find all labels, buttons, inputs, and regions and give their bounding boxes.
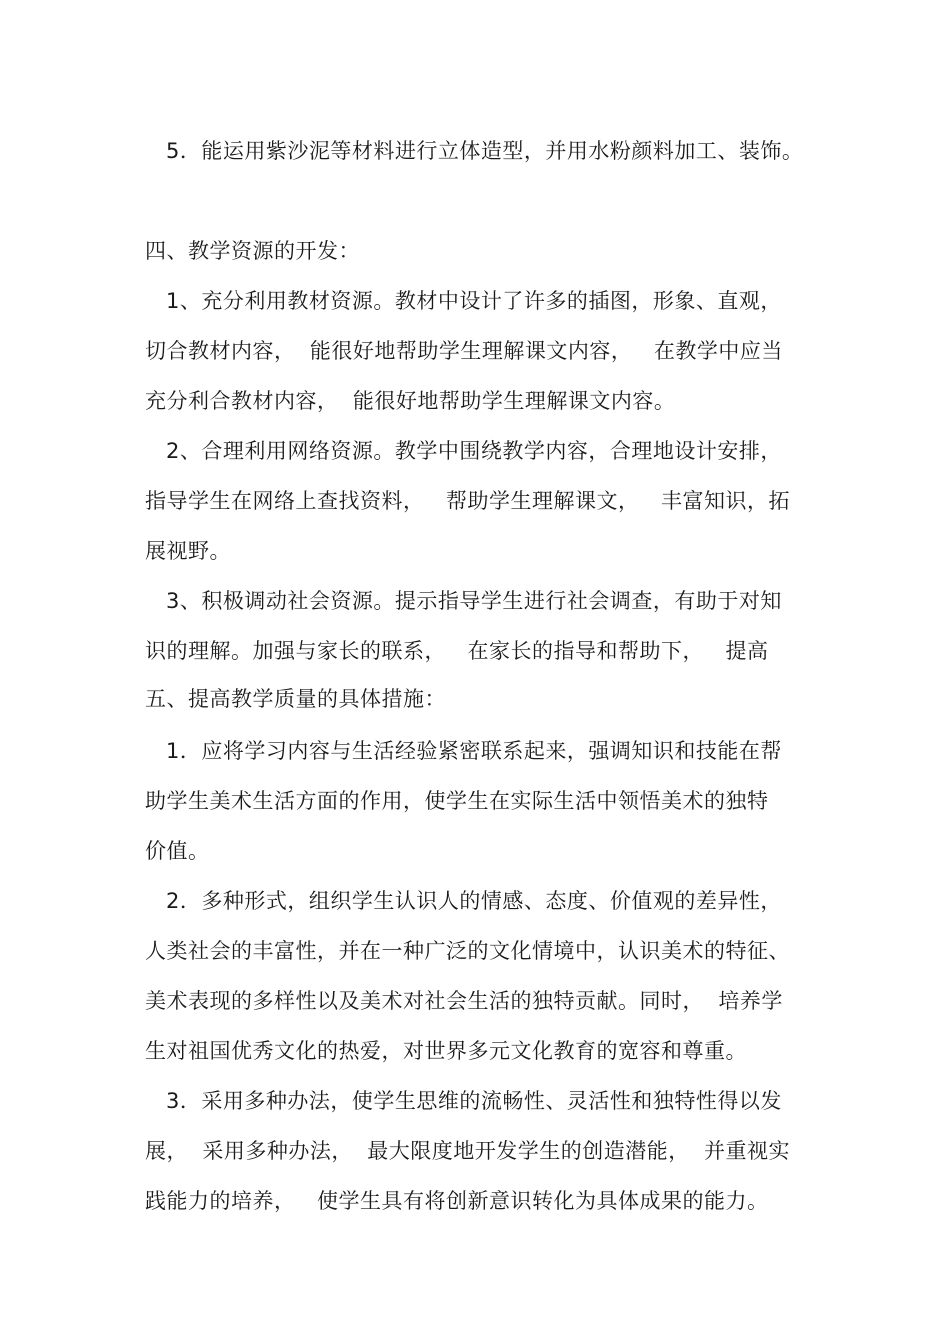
text-line: 指导学生在网络上查找资料， 帮助学生理解课文， 丰富知识，拓 xyxy=(145,489,791,513)
section-heading: 四、教学资源的开发： xyxy=(145,239,360,263)
text-line: 1．应将学习内容与生活经验紧密联系起来，强调知识和技能在帮 xyxy=(166,739,782,763)
text-line: 2．多种形式，组织学生认识人的情感、态度、价值观的差异性， xyxy=(166,889,782,913)
text-line: 3、积极调动社会资源。提示指导学生进行社会调查，有助于对知 xyxy=(166,589,782,613)
text-line: 生对祖国优秀文化的热爱，对世界多元文化教育的宽容和尊重。 xyxy=(145,1039,747,1063)
text-line: 展， 采用多种办法， 最大限度地开发学生的创造潜能， 并重视实 xyxy=(145,1139,791,1163)
section-heading: 五、提高教学质量的具体措施： xyxy=(145,687,446,711)
text-line: 人类社会的丰富性，并在一种广泛的文化情境中，认识美术的特征、 xyxy=(145,939,790,963)
text-line: 践能力的培养， 使学生具有将创新意识转化为具体成果的能力。 xyxy=(145,1189,769,1213)
text-line: 识的理解。加强与家长的联系， 在家长的指导和帮助下， 提高 xyxy=(145,639,769,663)
text-line: 2、合理利用网络资源。教学中围绕教学内容，合理地设计安排， xyxy=(166,439,782,463)
text-line: 3．采用多种办法，使学生思维的流畅性、灵活性和独特性得以发 xyxy=(166,1089,782,1113)
text-line: 美术表现的多样性以及美术对社会生活的独特贡献。同时， 培养学 xyxy=(145,989,783,1013)
text-line: 价值。 xyxy=(145,839,210,863)
text-line: 充分利合教材内容， 能很好地帮助学生理解课文内容。 xyxy=(145,389,676,413)
text-line: 助学生美术生活方面的作用，使学生在实际生活中领悟美术的独特 xyxy=(145,789,769,813)
text-line: 1、充分利用教材资源。教材中设计了许多的插图，形象、直观， xyxy=(166,289,782,313)
text-line: 切合教材内容， 能很好地帮助学生理解课文内容， 在教学中应当 xyxy=(145,339,783,363)
text-line: 5．能运用紫沙泥等材料进行立体造型，并用水粉颜料加工、装饰。 xyxy=(166,139,804,163)
text-line: 展视野。 xyxy=(145,539,231,563)
